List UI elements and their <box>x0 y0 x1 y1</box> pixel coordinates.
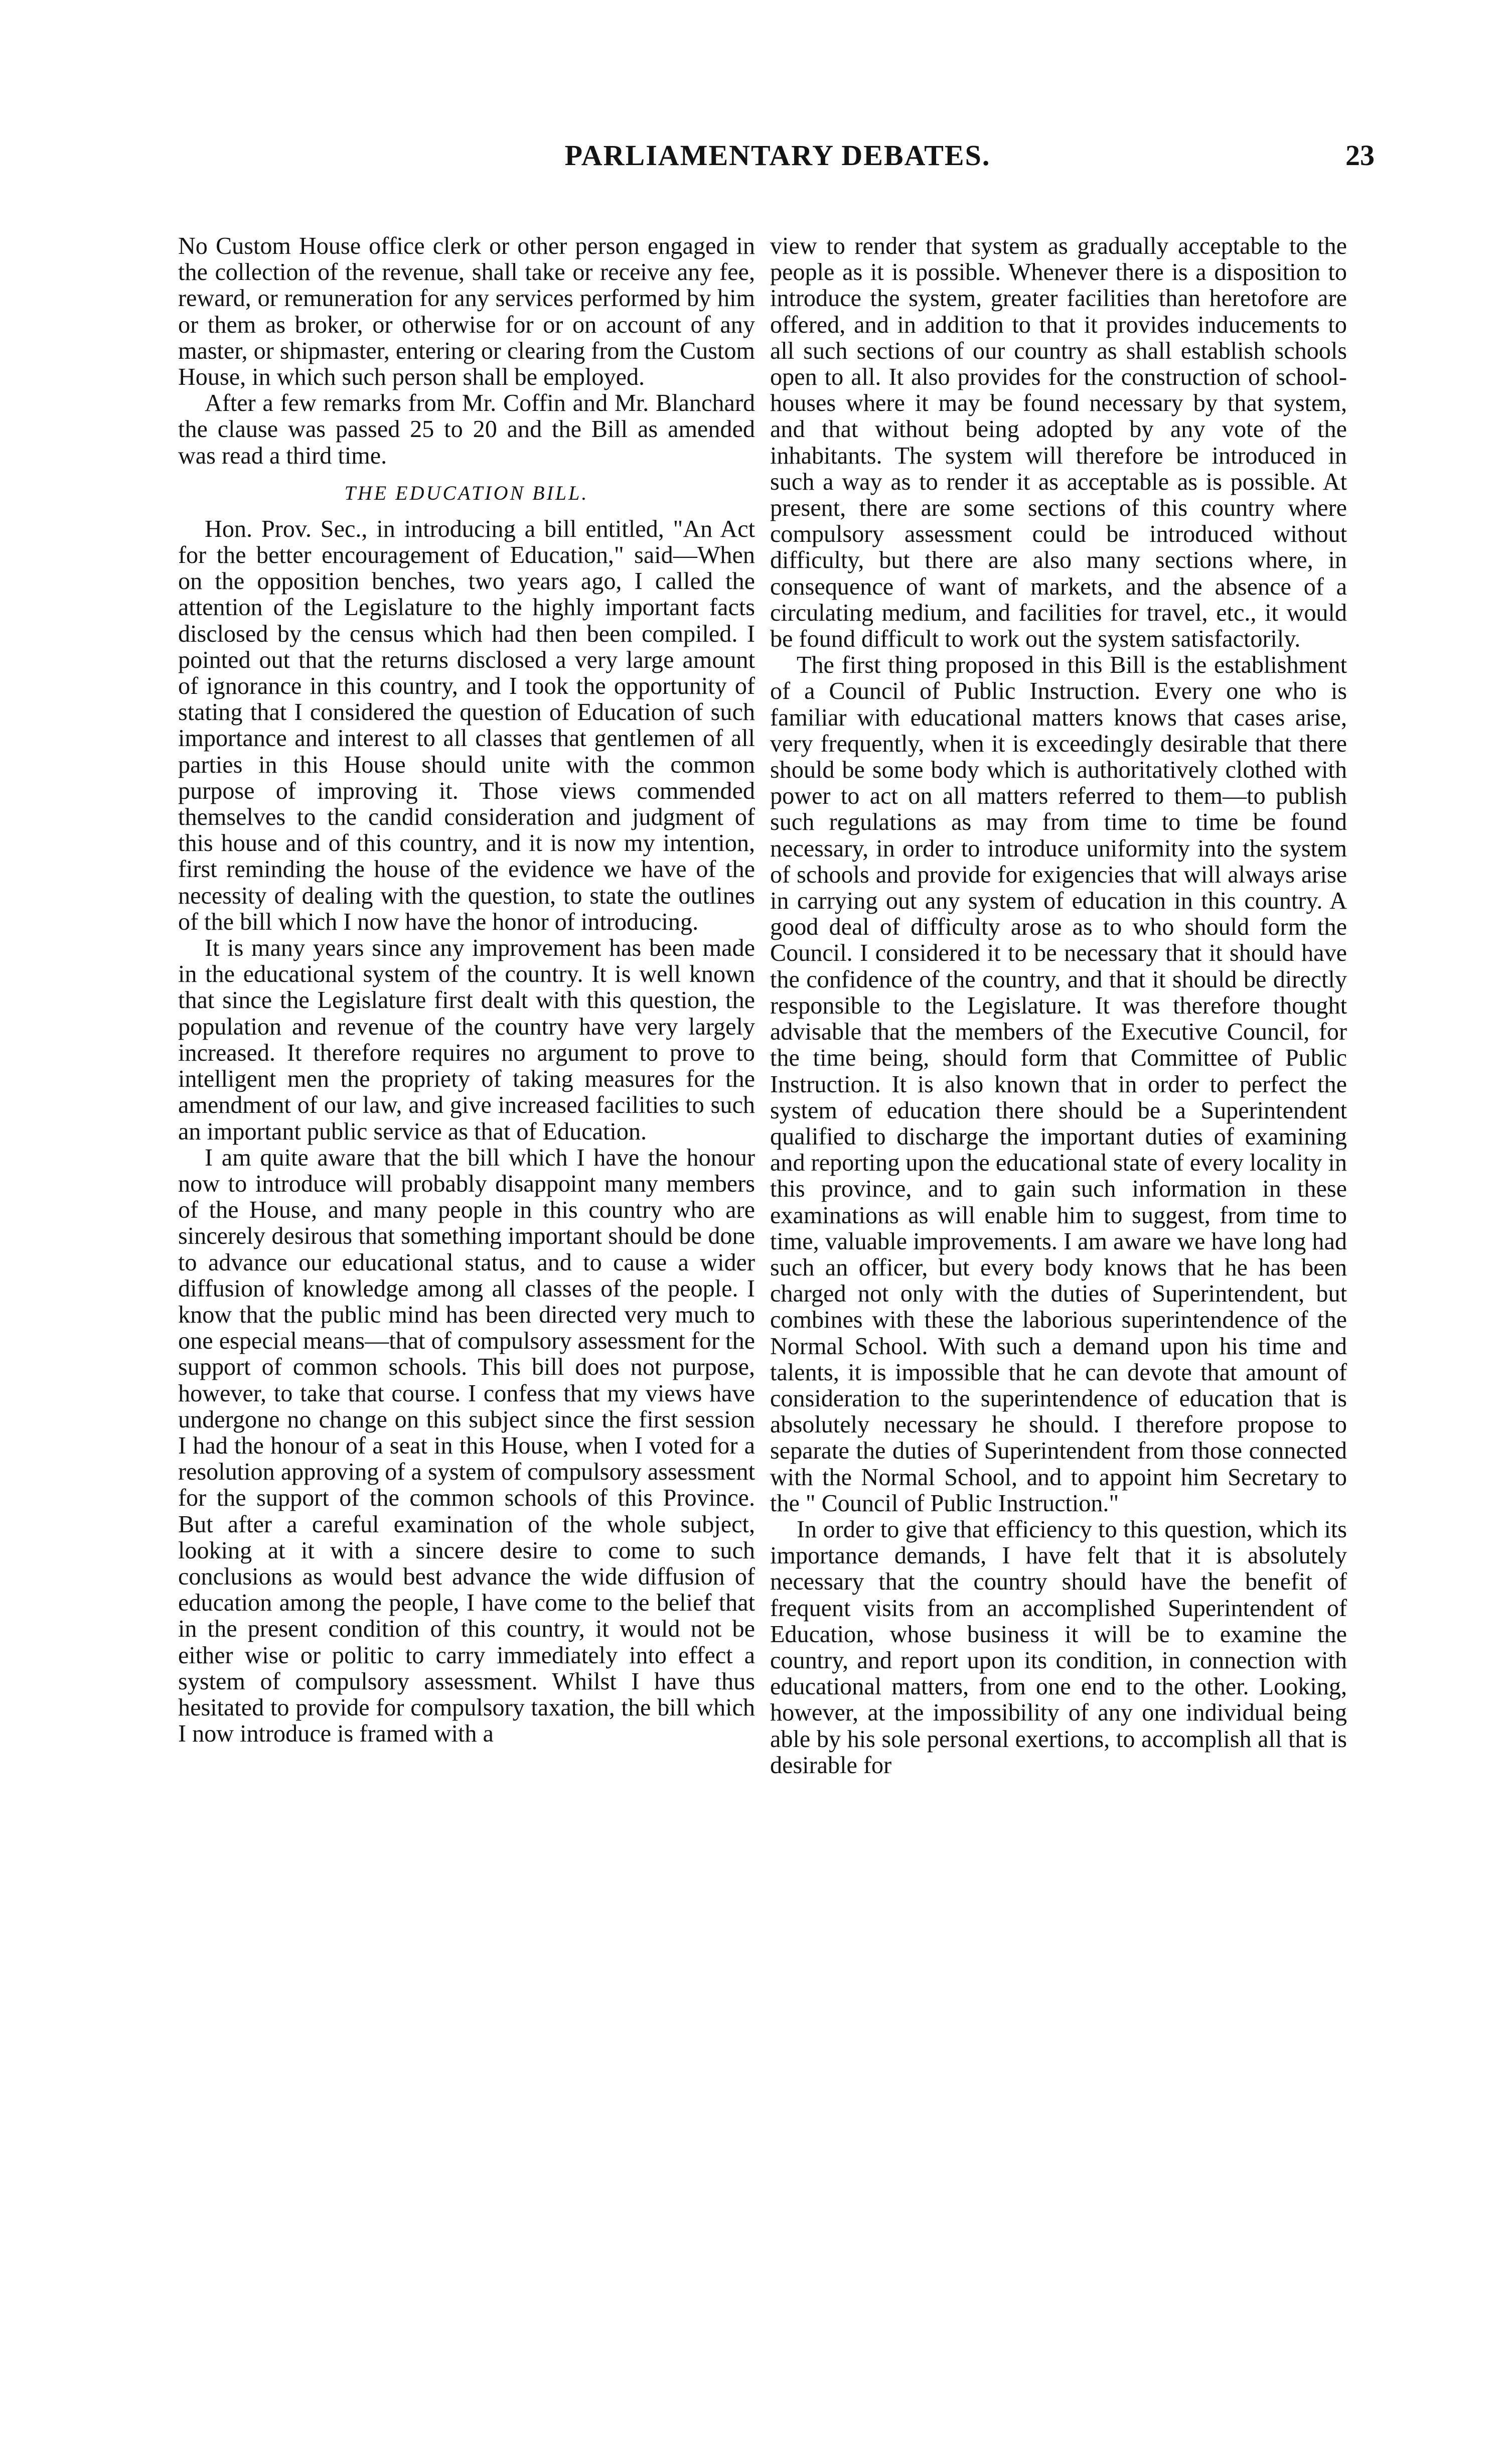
paragraph-superintendent-visits: In order to give that efficiency to this question, which its importance demands, I have felt that it is absolutely necessary that the country should have the benefit of frequent visits from an accomplished Superintendent of Education, whose business it will be to examine the country, and report upon its condition, in connection with educational matters, from one end to the other. Looking, however, at the impossibility of any one individual being able by his sole personal exertions, to accomplish all that is desirable for <box>770 1516 1347 1779</box>
page-header <box>181 135 1375 176</box>
paragraph-bill-passed: After a few remarks from Mr. Coffin and Mr. Blanchard the clause was passed 25 to 20 and the Bill as amended was read a third time. <box>178 390 755 469</box>
paragraph-council-public-instruction: The first thing proposed in this Bill is the establishment of a Council of Public Instruction. Every one who is familiar with educational matters knows that cases arise, very frequently, when it is exceedingly desirable that there should be some body which is authoritatively clothed with power to act on all matters referred to them—to publish such regulations as may from time to time be found necessary, in order to introduce uniformity into the system of schools and provide for exigencies that will always arise in carrying out any system of education in this country. A good deal of difficulty arose as to who should form the Council. I considered it to be necessary that it should have the confidence of the country, and that it should be directly responsible to the Legislature. It was therefore thought advisable that the members of the Executive Council, for the time being, should form that Committee of Public Instruction. It is also known that in order to perfect the system of education there should be a Superintendent qualified to discharge the important duties of examining and reporting upon the educational state of every locality in this province, and to gain such information in these examinations as will enable him to suggest, from time to time, valuable improvements. I am aware we have long had such an officer, but every body knows that he has been charged not only with the duties of Superintendent, but combines with these the laborious superintendence of the Normal School. With such a demand upon his time and talents, it is impossible that he can devote that amount of consideration to the superintendence of education that is absolutely necessary he should. I therefore propose to separate the duties of Superintendent from those connected with the Normal School, and to appoint him Secretary to the " Council of Public Instruction." <box>770 652 1347 1517</box>
paragraph-system-acceptable: view to render that system as gradually acceptable to the people as it is possible. Whenever there is a disposition to introduce the system, greater facilities than heretofore are offered, and in addition to that it provides inducements to all such sections of our country as shall establish schools open to all. It also provides for the construction of school-houses where it may be found necessary by that system, and that without being adopted by any vote of the inhabitants. The system will therefore be introduced in such a way as to render it as acceptable as is possible. At present, there are some sections of this country where compulsory assessment could be introduced without difficulty, but there are also many sections where, in consequence of want of markets, and the absence of a circulating medium, and facilities for travel, etc., it would be found difficult to work out the system satisfactorily. <box>770 233 1347 653</box>
left-column <box>178 233 755 1747</box>
running-title: PARLIAMENTARY DEBATES. <box>564 139 991 172</box>
paragraph-custom-house-clause: No Custom House office clerk or other person engaged in the collection of the revenue, shall take or receive any fee, reward, or remuneration for any services performed by him or them as broker, or otherwise for or on account of any master, or shipmaster, entering or clearing from the Custom House, in which such person shall be employed. <box>178 233 755 391</box>
paragraph-educational-system: It is many years since any improvement has been made in the educational system of the country. It is well known that since the Legislature first dealt with this question, the population and revenue of the country have very largely increased. It therefore requires no argument to prove to intelligent men the propriety of taking measures for the amendment of our law, and give increased facilities to such an important public service as that of Education. <box>178 935 755 1145</box>
paragraph-introducing-bill: Hon. Prov. Sec., in introducing a bill entitled, "An Act for the better encouragement of Education," said—When on the opposition benches, two years ago, I called the attention of the Legislature to the highly important facts disclosed by the census which had then been compiled. I pointed out that the returns disclosed a very large amount of ignorance in this country, and I took the opportunity of stating that I considered the question of Education of such importance and interest to all classes that gentlemen of all parties in this House should unite with the common purpose of improving it. Those views commended themselves to the candid consideration and judgment of this house and of this country, and it is now my intention, first reminding the house of the evidence we have of the necessity of dealing with the question, to state the outlines of the bill which I now have the honor of introducing. <box>178 515 755 935</box>
right-column <box>770 233 1347 1779</box>
section-heading-education-bill: THE EDUCATION BILL. <box>344 481 589 504</box>
page-number: 23 <box>1345 139 1375 172</box>
paragraph-compulsory-assessment: I am quite aware that the bill which I have the honour now to introduce will probably disappoint many members of the House, and many people in this country who are sincerely desirous that something important should be done to advance our educational status, and to cause a wider diffusion of knowledge among all classes of the people. I know that the public mind has been directed very much to one especial means—that of compulsory assessment for the support of common schools. This bill does not purpose, however, to take that course. I confess that my views have undergone no change on this subject since the first session I had the honour of a seat in this House, when I voted for a resolution approving of a system of compulsory assessment for the support of the common schools of this Province. But after a careful examination of the whole subject, looking at it with a sincere desire to come to such conclusions as would best advance the wide diffusion of education among the people, I have come to the belief that in the present condition of this country, it would not be either wise or politic to carry immediately into effect a system of compulsory assessment. Whilst I have thus hesitated to provide for compulsory taxation, the bill which I now introduce is framed with a <box>178 1144 755 1748</box>
